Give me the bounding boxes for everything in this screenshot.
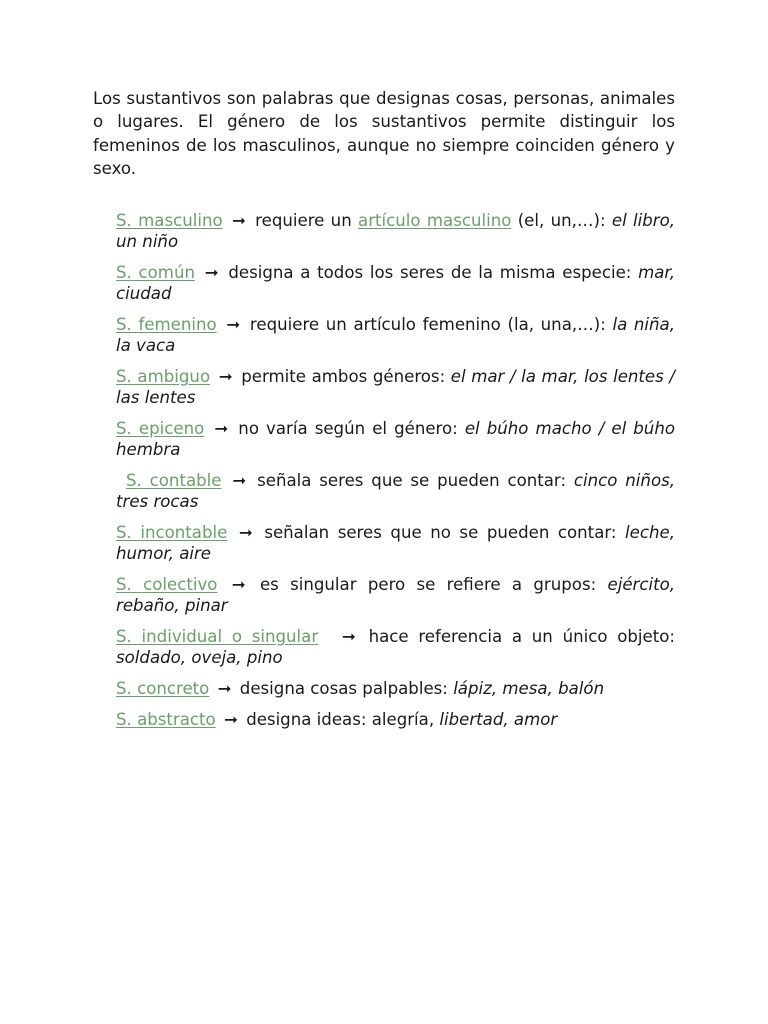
definition-text: no varía según el género: bbox=[238, 419, 458, 438]
definition-text: es singular pero se refiere a grupos: bbox=[259, 575, 597, 594]
example-text: mar, ciudad bbox=[116, 263, 675, 303]
definition-text: designa cosas palpables: bbox=[239, 679, 448, 698]
term-link-masculino[interactable]: S. masculino bbox=[116, 211, 223, 230]
arrow-icon: ➞ bbox=[214, 419, 229, 438]
term-link-concreto[interactable]: S. concreto bbox=[116, 679, 210, 698]
term-link-colectivo[interactable]: S. colectivo bbox=[116, 575, 218, 594]
arrow-icon: ➞ bbox=[232, 471, 247, 490]
example-text: el mar / la mar, los lentes / las lentes bbox=[116, 367, 675, 407]
term-link-abstracto[interactable]: S. abstracto bbox=[116, 710, 216, 729]
term-link-contable[interactable]: S. contable bbox=[126, 471, 222, 490]
arrow-icon: ➞ bbox=[224, 710, 238, 729]
example-text: libertad, amor bbox=[439, 710, 558, 729]
term-link-comun[interactable]: S. común bbox=[116, 263, 195, 282]
list-item-contable bbox=[116, 470, 675, 512]
articulo-masculino-link[interactable]: artículo masculino bbox=[358, 211, 512, 230]
list-item-colectivo bbox=[116, 574, 675, 616]
example-text: soldado, oveja, pino bbox=[116, 648, 283, 667]
list-item-femenino bbox=[116, 314, 675, 356]
list-item-individual bbox=[116, 626, 675, 668]
list-item-comun bbox=[116, 262, 675, 304]
example-text: leche, humor, aire bbox=[116, 523, 675, 563]
example-text: ejército, rebaño, pinar bbox=[116, 575, 676, 615]
definition-text: hace referencia a un único objeto: bbox=[368, 627, 675, 646]
definition-text: requiere un bbox=[255, 211, 352, 230]
list-item-concreto bbox=[116, 678, 675, 699]
arrow-icon: ➞ bbox=[218, 367, 233, 386]
arrow-icon: ➞ bbox=[231, 575, 246, 594]
example-text: el libro, un niño bbox=[116, 211, 676, 251]
list-item-incontable bbox=[116, 522, 675, 564]
definition-text: designa a todos los seres de la misma especie: bbox=[228, 263, 632, 282]
term-link-femenino[interactable]: S. femenino bbox=[116, 315, 217, 334]
definition-text: requiere un artículo femenino (la, una,…): bbox=[249, 315, 606, 334]
arrow-icon: ➞ bbox=[231, 211, 246, 230]
intro-paragraph: Los sustantivos son palabras que designas cosas, personas, animales o lugares. El género de los sustantivos permite distinguir los femeninos de los masculinos, aunque no siempre coinciden género y sexo. bbox=[93, 89, 675, 178]
arrow-icon: ➞ bbox=[217, 679, 232, 698]
definition-text: (el, un,…): bbox=[517, 211, 606, 230]
term-link-ambiguo[interactable]: S. ambiguo bbox=[116, 367, 211, 386]
list-item-ambiguo bbox=[116, 366, 675, 408]
list-item-abstracto bbox=[116, 709, 675, 730]
definition-text: señala seres que se pueden contar: bbox=[257, 471, 567, 490]
example-text: la niña, la vaca bbox=[116, 315, 675, 355]
example-text: el búho macho / el búho hembra bbox=[116, 419, 675, 459]
term-link-individual[interactable]: S. individual o singular bbox=[116, 627, 319, 646]
definition-text: designa ideas: alegría, bbox=[246, 710, 435, 729]
term-link-epiceno[interactable]: S. epiceno bbox=[116, 419, 205, 438]
definition-text: permite ambos géneros: bbox=[241, 367, 446, 386]
example-text: cinco niños, tres rocas bbox=[116, 471, 676, 511]
list-item-masculino bbox=[116, 210, 675, 252]
arrow-icon: ➞ bbox=[204, 263, 219, 282]
arrow-icon: ➞ bbox=[238, 523, 253, 542]
example-text: lápiz, mesa, balón bbox=[453, 679, 605, 698]
arrow-icon: ➞ bbox=[341, 627, 356, 646]
noun-types-list bbox=[116, 210, 675, 740]
list-item-epiceno bbox=[116, 418, 675, 460]
definition-text: señalan seres que no se pueden contar: bbox=[264, 523, 617, 542]
arrow-icon: ➞ bbox=[226, 315, 241, 334]
term-link-incontable[interactable]: S. incontable bbox=[116, 523, 228, 542]
